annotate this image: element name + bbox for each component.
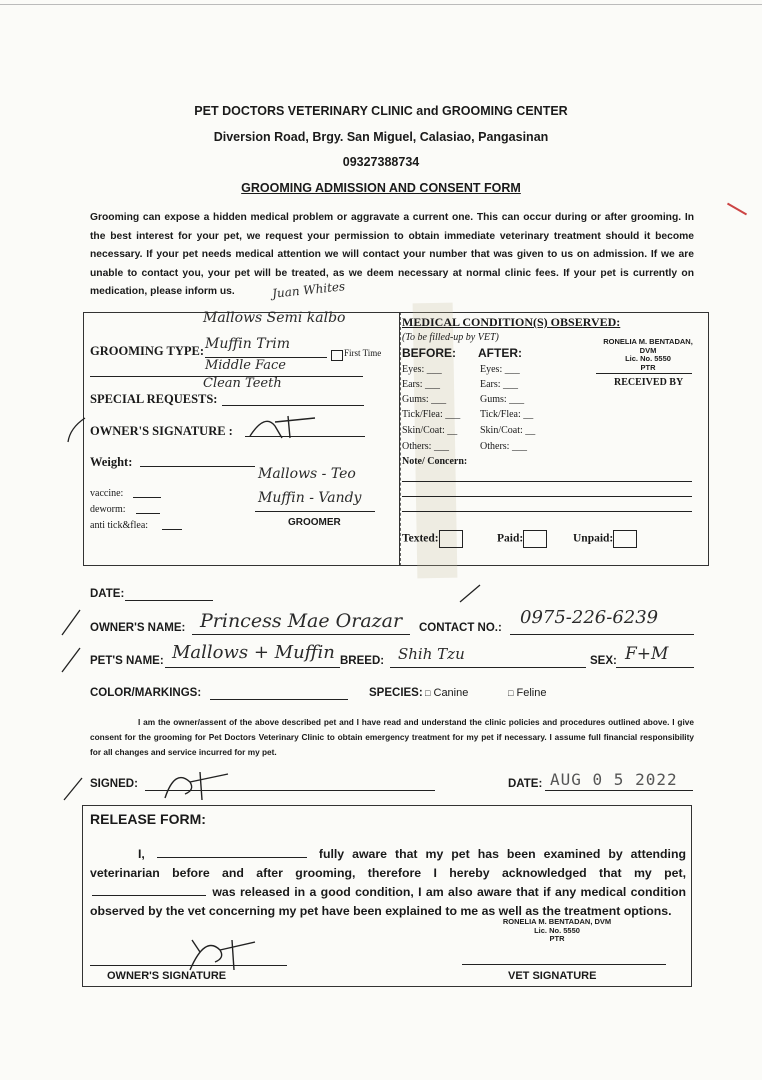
consent-text: I am the owner/assent of the above described pet and I have read and understand the clinic policies and procedures outlined above. I give consent for the grooming for Pet Doctors Veterinary Clinic to obtain emergency treatment for my pet if necessary. I assume full financial responsibility for all changes and service incurred for my pet. — [90, 717, 694, 757]
after-ears: Ears: ___ — [480, 379, 519, 390]
handwritten-groomer1: Mallows - Teo — [258, 466, 356, 482]
received-by-label: RECEIVED BY — [614, 377, 684, 388]
groomer-label: GROOMER — [288, 517, 341, 528]
after-label: AFTER: — [478, 346, 522, 360]
before-skin: Skin/Coat: __ — [402, 425, 458, 436]
after-others: Others: ___ — [480, 441, 527, 452]
owner-name-line — [192, 634, 410, 635]
intro-text: Grooming can expose a hidden medical problem or aggravate a current one. This can occur during or after grooming. In the best interest for your pet, we request your permission to obtain immediate veterinary treatment should it become necessary. If your pet needs medical attention we will contact your number that was given to us on admission. If we are unable to contact you, your pet will be treated, as we deem necessary at normal clinic fees. If your pet is currently on medication, please inform us. — [90, 212, 694, 298]
first-time-label: First Time — [344, 348, 382, 358]
pet-name-line — [165, 667, 340, 668]
received-by-line — [596, 373, 692, 374]
signed-signature-scribble — [60, 760, 260, 810]
pet-name-label: PET'S NAME: — [90, 655, 164, 667]
deworm-line — [136, 513, 160, 514]
unpaid-field[interactable]: Unpaid: — [573, 530, 637, 548]
before-tick: Tick/Flea: ___ — [402, 409, 461, 420]
sex-label: SEX: — [590, 655, 617, 667]
special-requests-label: SPECIAL REQUESTS: — [90, 392, 218, 406]
handwritten-grooming-line2: Muffin Trim — [205, 336, 290, 352]
owner-release-signature-label: OWNER'S SIGNATURE — [107, 970, 227, 982]
owner-release-signature-line — [90, 965, 287, 966]
owner-name-value: Princess Mae Orazar — [200, 610, 403, 632]
breed-line — [390, 667, 586, 668]
before-others: Others: ___ — [402, 441, 449, 452]
vaccine-line — [133, 497, 161, 498]
color-markings-line — [210, 699, 348, 700]
clinic-address: Diversion Road, Brgy. San Miguel, Calasiao, Pangasinan — [213, 130, 549, 144]
color-markings-label: COLOR/MARKINGS: — [90, 687, 202, 699]
note-line-3 — [402, 511, 692, 512]
note-line-2 — [402, 496, 692, 497]
sex-line — [616, 667, 694, 668]
anti-tick-line — [162, 529, 182, 530]
after-eyes: Eyes: ___ — [480, 364, 520, 375]
canine-option[interactable]: □ Canine — [425, 687, 469, 699]
special-requests-line — [222, 405, 364, 406]
contact-label: CONTACT NO.: — [419, 622, 502, 634]
form-title: GROOMING ADMISSION AND CONSENT FORM — [241, 181, 521, 195]
handwritten-grooming-line4: Clean Teeth — [203, 376, 282, 391]
vaccine-label: vaccine: — [90, 488, 124, 499]
groomer-line — [255, 511, 375, 512]
weight-label: Weight: — [90, 455, 133, 469]
page-edge — [0, 4, 762, 5]
after-gums: Gums: ___ — [480, 394, 525, 405]
release-form-title: RELEASE FORM: — [90, 811, 206, 827]
pet-name-value: Mallows + Muffin — [172, 642, 335, 663]
before-gums: Gums: ___ — [402, 394, 447, 405]
signed-label: SIGNED: — [90, 778, 138, 790]
after-skin: Skin/Coat: __ — [480, 425, 536, 436]
feline-option[interactable]: □ Feline — [508, 687, 547, 699]
vet-stamp-top: RONELIA M. BENTADAN, DVM Lic. No. 5550 PTR — [603, 337, 693, 372]
owner-signature-scribble — [60, 408, 330, 448]
first-time-checkbox[interactable] — [331, 347, 343, 365]
sex-value: F+M — [625, 644, 669, 664]
date-label: DATE: — [90, 588, 125, 600]
before-eyes: Eyes: ___ — [402, 364, 442, 375]
contact-line — [510, 634, 694, 635]
signed-date-label: DATE: — [508, 778, 543, 790]
texted-field[interactable]: Texted: — [402, 530, 463, 548]
owner-name-label: OWNER'S NAME: — [90, 622, 186, 634]
anti-tick-label: anti tick&flea: — [90, 520, 149, 531]
signed-date-stamp: AUG 0 5 2022 — [550, 770, 678, 789]
vet-stamp-release: RONELIA M. BENTADAN, DVM Lic. No. 5550 PTR — [502, 917, 612, 943]
release-form-text: I, fully aware that my pet has been examined by attending veterinarian before and after grooming, therefore I hereby acknowledged that my pet, was released in a good condition, I am also aware that if any medical condition observed by the vet concerning my pet have been explained to me as well as the treatment options. — [90, 847, 686, 918]
paid-field[interactable]: Paid: — [497, 530, 547, 548]
before-ears: Ears: ___ — [402, 379, 441, 390]
clinic-phone: 09327388734 — [342, 155, 420, 169]
deworm-label: deworm: — [90, 504, 126, 515]
handwritten-groomer-note: Juan Whites — [271, 279, 346, 301]
before-label: BEFORE: — [402, 346, 456, 360]
margin-mark — [727, 203, 747, 216]
clinic-name: PET DOCTORS VETERINARY CLINIC and GROOMING CENTER — [194, 104, 568, 118]
note-concern-label: Note/ Concern: — [402, 456, 468, 467]
weight-line — [140, 466, 255, 467]
breed-value: Shih Tzu — [398, 645, 465, 663]
breed-label: BREED: — [340, 655, 385, 667]
handwritten-grooming-line3: Middle Face — [205, 358, 286, 373]
medical-title: MEDICAL CONDITION(S) OBSERVED: — [402, 315, 621, 329]
vet-signature-label: VET SIGNATURE — [508, 970, 597, 982]
species-label: SPECIES: — [369, 687, 423, 699]
medical-subtitle: (To be filled-up by VET) — [402, 332, 499, 343]
handwritten-groomer2: Muffin - Vandy — [258, 490, 362, 506]
grooming-type-label: GROOMING TYPE: — [90, 344, 205, 358]
after-tick: Tick/Flea: __ — [480, 409, 534, 420]
handwritten-grooming-line1: Mallows Semi kalbo — [203, 310, 346, 326]
contact-value: 0975-226-6239 — [520, 607, 659, 628]
note-line-1 — [402, 481, 692, 482]
vet-signature-line — [462, 964, 666, 965]
owner-signature-label: OWNER'S SIGNATURE : — [90, 424, 233, 438]
signed-date-line — [545, 790, 693, 791]
